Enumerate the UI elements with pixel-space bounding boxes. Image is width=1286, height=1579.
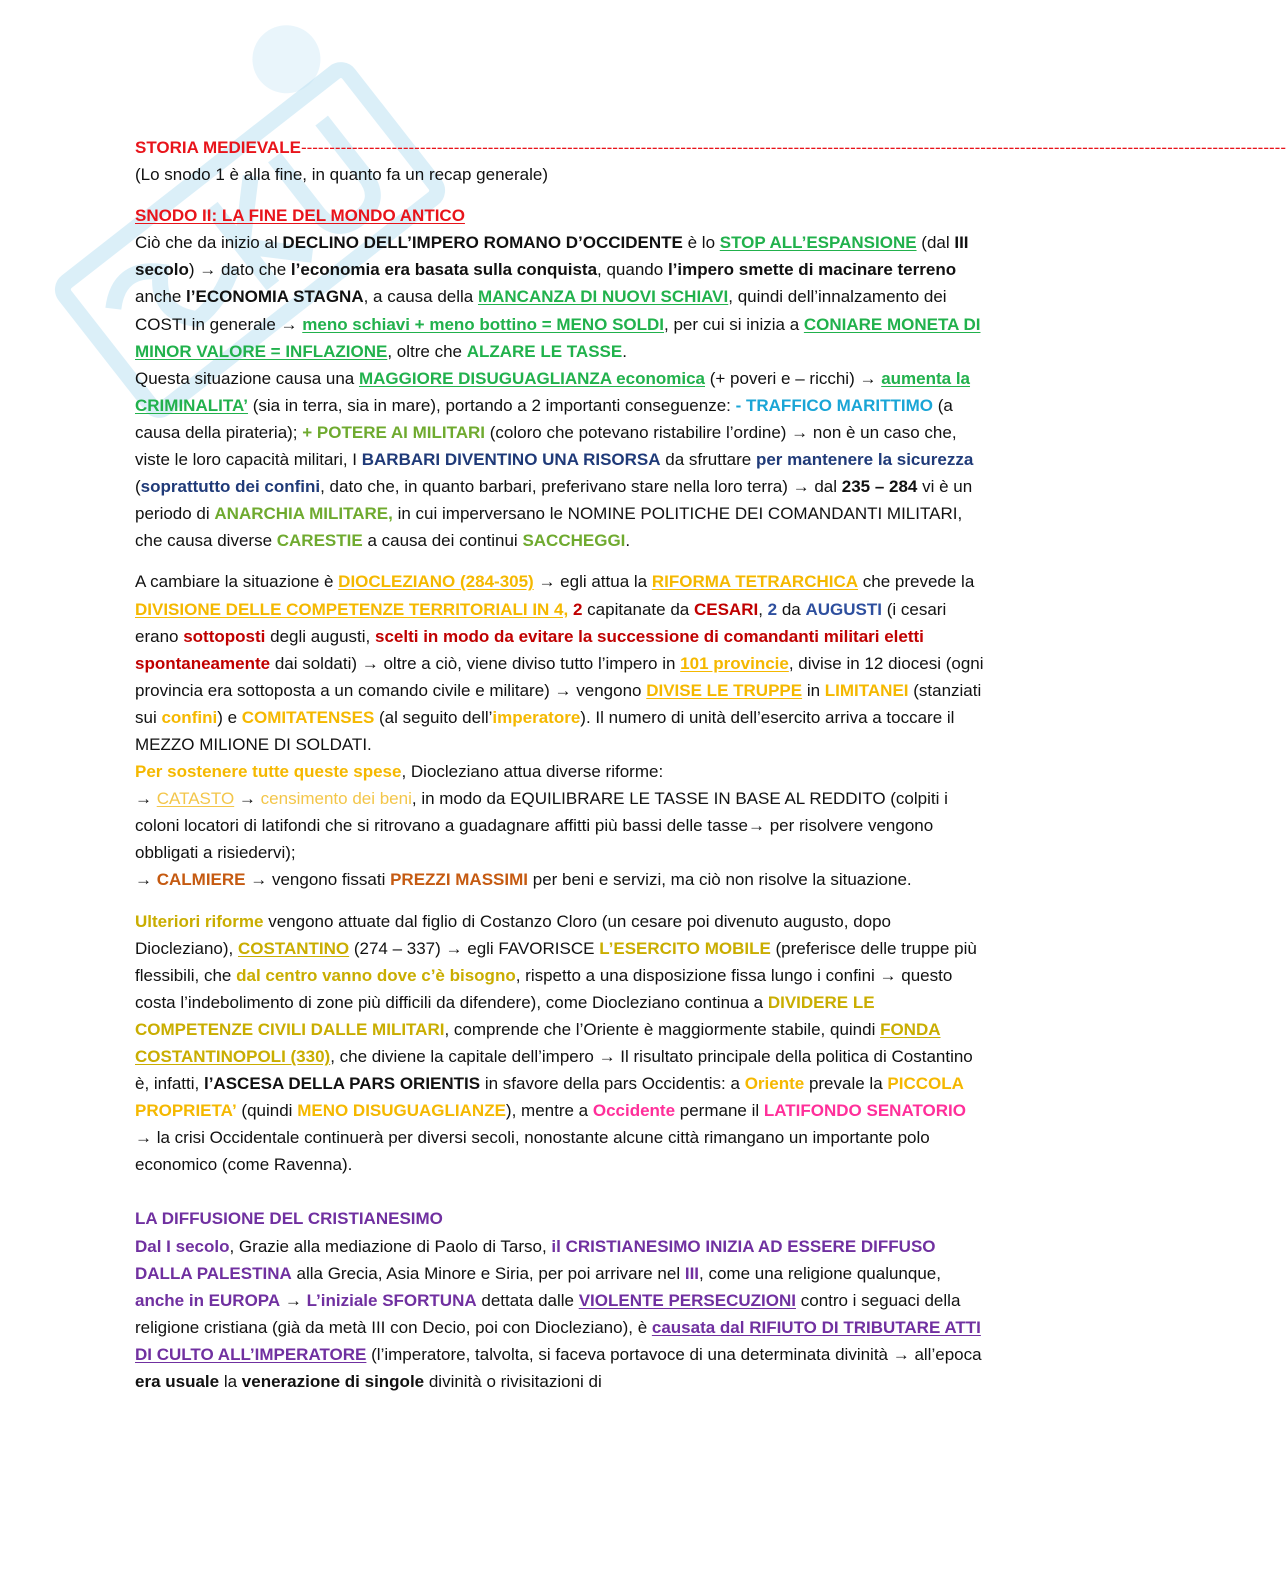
paragraph-diocleziano: A cambiare la situazione è DIOCLEZIANO (284-305) → egli attua la RIFORMA TETRARCHICA che prevede la DIVISIONE DELLE COMPETENZE TERRITORIALI IN 4, 2 capitanate da CESARI, 2 da AUGUSTI (i cesari erano sottoposti degli augusti, scelti in modo da evitare la successione di comandanti militari eletti spontaneamente dai soldati) → oltre a ciò, viene diviso tutto l’impero in 101 provincie, divise in 12 diocesi (ogni provincia era sottoposta a un comando civile e militare) → vengono DIVISE LE TRUPPE in LIMITANEI (stanziati sui confini) e COMITATENSES (al seguito dell’imperatore). Il numero di unità dell’esercito arriva a toccare il MEZZO MILIONE DI SOLDATI. Per sostenere tutte queste spese, Diocleziano attua diverse riforme: → CATASTO → censimento dei beni, in modo da EQUILIBRARE LE TASSE IN BASE AL REDDITO (colpiti i coloni locatori di latifondi che si ritrovano a guadagnare affitti più bassi delle tasse→ per risolvere vengono obbligati a risiedervi); → CALMIERE → vengono fissati PREZZI MASSIMI per beni e servizi, ma ciò non risolve la situazione. [135, 572, 984, 890]
title-rule: ------------------------------------------------------------------------------------------------------------------------------------------------------------------------------ [300, 138, 1286, 157]
section-heading-snodo-2: SNODO II: LA FINE DEL MONDO ANTICO [135, 206, 465, 226]
document-title: STORIA MEDIEVALE [135, 138, 301, 157]
document-subtitle: (Lo snodo 1 è alla fine, in quanto fa un recap generale) [135, 165, 549, 185]
paragraph-declino: Ciò che da inizio al DECLINO DELL’IMPERO ROMANO D’OCCIDENTE è lo STOP ALL’ESPANSIONE (dal III secolo) → dato che l’economia era basata sulla conquista, quando l’impero smette di macinare terreno anche l’ECONOMIA STAGNA, a causa della MANCANZA DI NUOVI SCHIAVI, quindi dell’innalzamento dei COSTI in generale → meno schiavi + meno bottino = MENO SOLDI, per cui si inizia a CONIARE MONETA DI MINOR VALORE = INFLAZIONE, oltre che ALZARE LE TASSE. Questa situazione causa una MAGGIORE DISUGUAGLIANZA economica (+ poveri e – ricchi) → aumenta la CRIMINALITA’ (sia in terra, sia in mare), portando a 2 importanti conseguenze: - TRAFFICO MARITTIMO (a causa della pirateria); + POTERE AI MILITARI (coloro che potevano ristabilire l’ordine) → non è un caso che, viste le loro capacità militari, I BARBARI DIVENTINO UNA RISORSA da sfruttare per mantenere la sicurezza (soprattutto dei confini, dato che, in quanto barbari, preferivano stare nella loro terra) → dal 235 – 284 vi è un periodo di ANARCHIA MILITARE, in cui imperversano le NOMINE POLITICHE DEI COMANDANTI MILITARI, che causa diverse CARESTIE a causa dei continui SACCHEGGI. [135, 233, 981, 551]
section-heading-cristianesimo: LA DIFFUSIONE DEL CRISTIANESIMO [135, 1209, 443, 1229]
paragraph-costantino: Ulteriori riforme vengono attuate dal figlio di Costanzo Cloro (un cesare poi divenuto augusto, dopo Diocleziano), COSTANTINO (274 – 337) → egli FAVORISCE L’ESERCITO MOBILE (preferisce delle truppe più flessibili, che dal centro vanno dove c’è bisogno, rispetto a una disposizione fissa lungo i confini → questo costa l’indebolimento di zone più difficili da difendere), come Diocleziano continua a DIVIDERE LE COMPETENZE CIVILI DALLE MILITARI, comprende che l’Oriente è maggiormente stabile, quindi FONDA COSTANTINOPOLI (330), che diviene la capitale dell’impero → Il risultato principale della politica di Costantino è, infatti, l’ASCESA DELLA PARS ORIENTIS in sfavore della pars Occidentis: a Oriente prevale la PICCOLA PROPRIETA’ (quindi MENO DISUGUAGLIANZE), mentre a Occidente permane il LATIFONDO SENATORIO → la crisi Occidentale continuerà per diversi secoli, nonostante alcune città rimangano un importante polo economico (come Ravenna). [135, 911, 977, 1175]
title-line [135, 134, 1286, 161]
paragraph-cristianesimo: Dal I secolo, Grazie alla mediazione di Paolo di Tarso, il CRISTIANESIMO INIZIA AD ESSERE DIFFUSO DALLA PALESTINA alla Grecia, Asia Minore e Siria, per poi arrivare nel III, come una religione qualunque, anche in EUROPA → L’iniziale SFORTUNA dettata dalle VIOLENTE PERSECUZIONI contro i seguaci della religione cristiana (già da metà III con Decio, poi con Diocleziano), è causata dal RIFIUTO DI TRIBUTARE ATTI DI CULTO ALL’IMPERATORE (l’imperatore, talvolta, si faceva portavoce di una determinata divinità → all’epoca era usuale la venerazione di singole divinità o rivisitazioni di [135, 1236, 982, 1392]
document-page [135, 134, 1286, 1395]
